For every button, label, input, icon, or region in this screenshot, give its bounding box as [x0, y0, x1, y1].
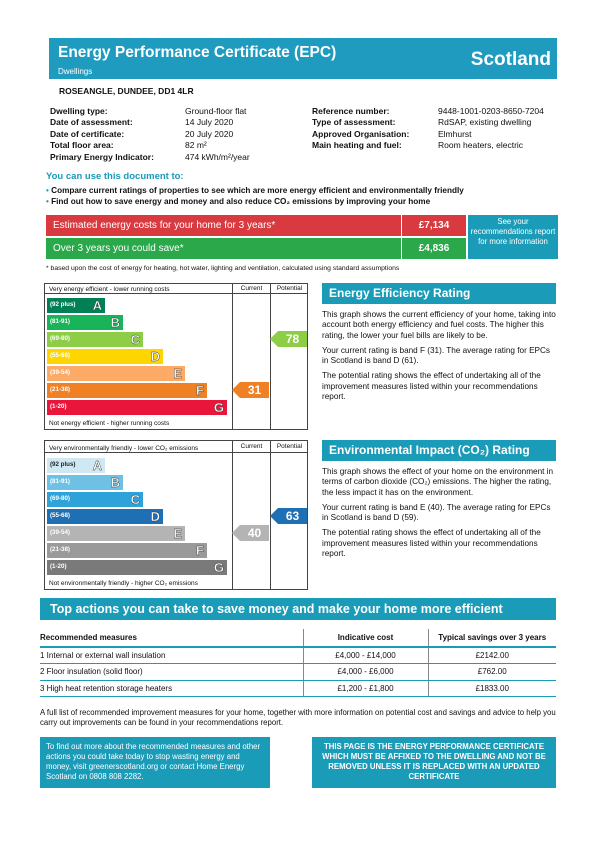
list-item: • Find out how to save energy and money and also reduce CO₂ emissions by improving your home	[46, 196, 431, 206]
rating-band-e	[47, 526, 185, 541]
savings-bar	[46, 238, 466, 259]
chart-bottom-label: Not energy efficient - higher running costs	[49, 420, 170, 427]
rating-paragraph: Your current rating is band E (40). The average rating for EPCs in Scotland is band D (59).	[322, 502, 551, 523]
rating-paragraph: The potential rating shows the effect of undertaking all of the improvement measures listed within your recommendations report.	[322, 371, 541, 402]
detail-label: Primary Energy Indicator:	[50, 151, 154, 162]
detail-value: 474 kWh/m²/year	[185, 151, 250, 162]
energy-efficiency-heading: Energy Efficiency Rating	[322, 283, 556, 304]
arrow-tip	[270, 508, 278, 524]
rating-paragraph: This graph shows the current efficiency of your home, taking into account both energy efficiency and fuel costs. The higher this rating, the lower your fuel bills are likely to be.	[322, 310, 556, 340]
current-rating-arrow: 31	[240, 382, 269, 398]
detail-label: Reference number:	[312, 106, 390, 116]
detail-value: 14 July 2020	[185, 117, 234, 128]
detail-value: Room heaters, electric	[438, 140, 524, 151]
rating-band-a	[47, 458, 105, 473]
chart-top-label: Very energy efficient - lower running costs	[49, 286, 170, 293]
estimated-costs-bar	[46, 215, 466, 236]
chart-bottom-label: Not environmentally friendly - higher CO₂ emissions	[49, 580, 198, 587]
column-header: Typical savings over 3 years	[428, 629, 556, 647]
see-recommendations-box: See your recommendations report for more information	[468, 215, 558, 259]
rating-paragraph: This graph shows the effect of your home on the environment in terms of carbon dioxide (CO₂) emissions. The higher the rating, the less impact it has on the environment.	[322, 467, 554, 497]
environmental-impact-section	[322, 440, 556, 564]
certificate-subtitle: Dwellings	[58, 67, 93, 76]
rating-band-f	[47, 383, 207, 398]
band-letter: D	[150, 349, 160, 364]
current-rating-arrow: 40	[240, 525, 269, 541]
band-range: (21-38)	[50, 546, 70, 553]
rating-band-b	[47, 475, 123, 490]
band-letter: B	[110, 315, 120, 330]
detail-label: Date of assessment:	[50, 117, 133, 128]
rating-band-d	[47, 509, 163, 524]
current-column-header: Current	[240, 443, 263, 450]
band-range: (69-80)	[50, 495, 70, 502]
column-header: Recommended measures	[40, 629, 303, 647]
estimated-costs-label: Estimated energy costs for your home for 3 years*	[53, 220, 276, 231]
rating-band-a	[47, 298, 105, 313]
environmental-impact-heading: Environmental Impact (CO₂) Rating	[322, 440, 556, 461]
rating-band-e	[47, 366, 185, 381]
property-address: ROSEANGLE, DUNDEE, DD1 4LR	[59, 86, 194, 96]
energy-efficiency-chart	[44, 283, 308, 430]
arrow-tip	[270, 331, 278, 347]
rating-band-b	[47, 315, 123, 330]
detail-label: Date of certificate:	[50, 128, 125, 139]
potential-rating-arrow: 78	[278, 331, 307, 347]
arrow-tip	[232, 382, 240, 398]
affix-notice-box: THIS PAGE IS THE ENERGY PERFORMANCE CERTIFICATE WHICH MUST BE AFFIXED TO THE DWELLING AND NOT BE REMOVED UNLESS IT IS REPLACED WITH AN UPDATED CERTIFICATE	[312, 737, 556, 788]
savings-value: £4,836	[401, 238, 466, 259]
band-letter: D	[150, 509, 160, 524]
band-letter: G	[213, 560, 224, 575]
potential-column-header: Potential	[276, 443, 303, 450]
band-range: (69-80)	[50, 335, 70, 342]
band-letter: F	[196, 383, 204, 398]
detail-label: Dwelling type:	[50, 106, 108, 116]
environmental-impact-chart	[44, 440, 308, 590]
current-column-header: Current	[240, 285, 263, 292]
band-letter: E	[173, 526, 182, 541]
potential-column-header: Potential	[276, 285, 303, 292]
full-list-note: A full list of recommended improvement measures for your home, together with more information on potential cost and savings and advice to help you carry out improvements can be found in your recommendations report.	[40, 708, 556, 727]
band-range: (92 plus)	[50, 301, 76, 308]
band-letter: E	[173, 366, 182, 381]
detail-label: Approved Organisation:	[312, 128, 410, 139]
table-row: 2 Floor insulation (solid floor) £4,000 - £6,000 £762.00	[40, 664, 556, 681]
use-heading: You can use this document to:	[46, 171, 184, 182]
band-range: (1-20)	[50, 403, 67, 410]
detail-value: Ground-floor flat	[185, 106, 247, 116]
band-range: (55-68)	[50, 512, 70, 519]
top-actions-heading: Top actions you can take to save money and make your home more efficient	[40, 598, 556, 620]
details-left	[50, 106, 250, 163]
band-range: (21-38)	[50, 386, 70, 393]
band-letter: C	[130, 332, 140, 347]
epc-header	[49, 38, 557, 79]
rating-band-c	[47, 332, 143, 347]
detail-value: Elmhurst	[438, 128, 472, 139]
recommended-measures-table	[40, 629, 556, 697]
list-item: • Compare current ratings of properties to see which are more energy efficient and environmentally friendly	[46, 186, 464, 195]
table-row: 3 High heat retention storage heaters £1,200 - £1,800 £1833.00	[40, 680, 556, 697]
rating-band-d	[47, 349, 163, 364]
band-range: (55-68)	[50, 352, 70, 359]
potential-rating-arrow: 63	[278, 508, 307, 524]
band-range: (1-20)	[50, 563, 67, 570]
chart-top-label: Very environmentally friendly - lower CO₂ emissions	[49, 445, 199, 452]
arrow-tip	[232, 525, 240, 541]
use-bullets	[46, 186, 464, 207]
detail-value: 20 July 2020	[185, 128, 234, 139]
certificate-title: Energy Performance Certificate (EPC)	[58, 44, 337, 61]
band-letter: F	[196, 543, 204, 558]
detail-label: Main heating and fuel:	[312, 140, 402, 151]
region-label: Scotland	[470, 49, 551, 70]
detail-label: Total floor area:	[50, 140, 114, 151]
savings-label: Over 3 years you could save*	[53, 243, 184, 254]
band-range: (39-54)	[50, 369, 70, 376]
find-out-more-box: To find out more about the recommended measures and other actions you could take today to stop wasting energy and money, visit greenerscotland.org or contact Home Energy Scotland on 0808 808 2282.	[40, 737, 270, 788]
band-letter: A	[92, 298, 102, 313]
band-letter: G	[213, 400, 224, 415]
table-row: 1 Internal or external wall insulation £4,000 - £14,000 £2142.00	[40, 647, 556, 664]
rating-paragraph: The potential rating shows the effect of undertaking all of the improvement measures listed within your recommendations report.	[322, 528, 541, 559]
band-range: (92 plus)	[50, 461, 76, 468]
rating-band-c	[47, 492, 143, 507]
estimated-costs-value: £7,134	[401, 215, 466, 236]
cost-footnote: * based upon the cost of energy for heating, hot water, lighting and ventilation, calculated using standard assumptions	[46, 265, 400, 272]
band-range: (81-91)	[50, 478, 70, 485]
rating-band-g	[47, 560, 227, 575]
rating-paragraph: Your current rating is band F (31). The average rating for EPCs in Scotland is band D (61).	[322, 345, 551, 366]
detail-value: 9448-1001-0203-8650-7204	[438, 106, 544, 116]
details-right	[312, 106, 544, 152]
band-letter: B	[110, 475, 120, 490]
band-letter: A	[92, 458, 102, 473]
band-letter: C	[130, 492, 140, 507]
band-range: (39-54)	[50, 529, 70, 536]
column-header: Indicative cost	[303, 629, 428, 647]
rating-band-f	[47, 543, 207, 558]
detail-value: 82 m²	[185, 140, 207, 151]
detail-label: Type of assessment:	[312, 117, 396, 128]
band-range: (81-91)	[50, 318, 70, 325]
detail-value: RdSAP, existing dwelling	[438, 117, 532, 128]
rating-band-g	[47, 400, 227, 415]
energy-efficiency-section	[322, 283, 556, 407]
